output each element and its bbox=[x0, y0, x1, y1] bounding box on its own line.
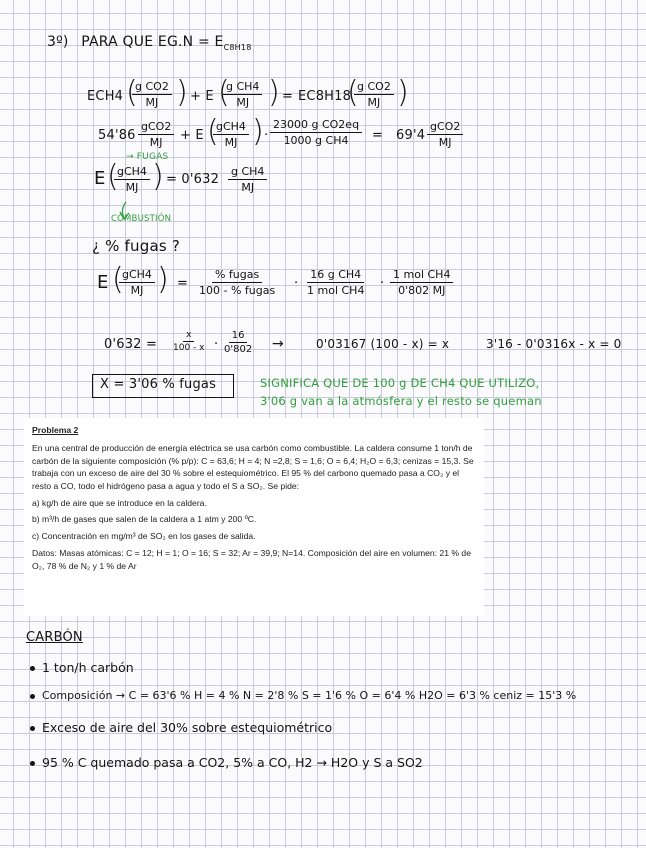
eq4-f4-num: 1 mol CH4 bbox=[390, 268, 453, 283]
eq4-f1-num: gCH4 bbox=[119, 268, 155, 283]
combustion-arrow bbox=[122, 202, 126, 218]
eq3-paren-close: ) bbox=[152, 159, 164, 194]
eq2-f3-den: 1000 g CH4 bbox=[283, 134, 349, 147]
eq1-paren-open-1: ( bbox=[126, 75, 138, 110]
eq1-equals: = bbox=[282, 89, 294, 104]
eq2-f1-num: gCO2 bbox=[138, 120, 174, 135]
heading-text: PARA QUE EG.N = E bbox=[81, 34, 224, 50]
problem-2-item-a: a) kg/h de aire que se introduce en la caldera. bbox=[32, 497, 207, 508]
eq4-equals: = bbox=[177, 276, 189, 291]
eq5-mid: 0'03167 (100 - x) = x bbox=[316, 337, 450, 351]
eq4-f2-den: 100 - % fugas bbox=[199, 284, 276, 297]
problem-2-item-c: c) Concentración en mg/m³ de SO₂ en los gases de salida. bbox=[32, 531, 256, 542]
eq2-dot: · bbox=[264, 128, 269, 143]
green-note-line-2: 3'06 g van a la atmósfera y el resto se queman bbox=[260, 394, 542, 408]
eq5-f2-den: 0'802 bbox=[224, 344, 253, 355]
answer-text: X = 3'06 % fugas bbox=[100, 377, 217, 392]
eq2-plus-e: + E bbox=[180, 128, 204, 143]
eq5-arrow: → bbox=[272, 336, 284, 352]
eq1-f1-den: MJ bbox=[145, 96, 159, 109]
eq2-value: 54'86 bbox=[98, 128, 136, 143]
eq3-equals: = 0'632 bbox=[166, 172, 220, 187]
carbon-title: CARBÓN bbox=[26, 630, 83, 645]
eq5-right: 3'16 - 0'0316x - x = 0 bbox=[486, 337, 622, 351]
eq1-paren-close-2: ) bbox=[268, 75, 280, 110]
eq2-f4-den: MJ bbox=[438, 136, 452, 149]
eq3-e: E bbox=[94, 168, 106, 189]
eq4-paren-close: ) bbox=[157, 262, 169, 297]
eq1-f1-num: g CO2 bbox=[132, 80, 172, 95]
eq1-right-coef: EC8H18 bbox=[298, 89, 352, 104]
eq2-paren-close: ) bbox=[252, 114, 264, 149]
eq1-paren-close-3: ) bbox=[397, 75, 409, 110]
eq2-f2-den: MJ bbox=[224, 136, 238, 149]
eq2-f3-num: 23000 g CO2eq bbox=[270, 118, 362, 133]
eq5-left: 0'632 = bbox=[104, 337, 158, 352]
eq4-f3-num: 16 g CH4 bbox=[307, 268, 364, 283]
eq1-f3-num: g CO2 bbox=[354, 80, 394, 95]
eq3-f2-num: g CH4 bbox=[228, 165, 267, 180]
eq1-left-coef: ECH4 bbox=[87, 89, 124, 104]
eq1-paren-open-3: ( bbox=[347, 75, 359, 110]
eq2-f1-den: MJ bbox=[149, 136, 163, 149]
eq5-f2-num: 16 bbox=[229, 330, 248, 343]
eq2-result: 69'4 bbox=[396, 128, 426, 143]
heading-number: 3º) bbox=[47, 34, 69, 50]
eq1-f2-den: MJ bbox=[236, 96, 250, 109]
problem-2-statement: En una central de producción de energía eléctrica se usa carbón como combustible. La caldera consume 1 ton/h de carbón de la siguiente composición (% p/p): C = 63,6; H = 4; N =2,8; S = 1,6; O = 6,4; H₂O = 6,3; cenizas = 15,3. Se trabaja con un exceso de aire del 30 % sobre el estequiométrico. El 95 % del carbono quemado pasa a CO₂ y el resto a CO, todo el hidrógeno pasa a agua y todo el S a SO₂. Se pide: bbox=[32, 443, 474, 491]
eq5-dot: · bbox=[214, 337, 219, 352]
eq2-f4-num: gCO2 bbox=[427, 120, 463, 135]
eq1-plus-e: + E bbox=[190, 89, 214, 104]
fugas-question: ¿ % fugas ? bbox=[92, 237, 180, 255]
eq1-paren-open-2: ( bbox=[218, 75, 230, 110]
eq3-f2-den: MJ bbox=[241, 181, 255, 194]
eq5-f1-num: x bbox=[183, 330, 194, 342]
combustion-arrow-head bbox=[120, 212, 129, 219]
combustion-note: COMBUSTIÓN bbox=[111, 214, 172, 224]
eq4-f4-den: 0'802 MJ bbox=[398, 284, 446, 297]
problem-2-title: Problema 2 bbox=[32, 425, 79, 435]
heading-subscript: C8H18 bbox=[223, 43, 252, 52]
eq4-f1-den: MJ bbox=[130, 284, 144, 297]
carbon-bullet-4-text: 95 % C quemado pasa a CO2, 5% a CO, H2 → H2O y S a SO2 bbox=[42, 755, 423, 770]
eq2-f2-num: gCH4 bbox=[213, 120, 249, 135]
carbon-bullet-2-text: Composición → C = 63'6 % H = 4 % N = 2'8 % S = 1'6 % O = 6'4 % H2O = 6'3 % ceniz = 15'3 % bbox=[42, 689, 577, 702]
eq3-paren-open: ( bbox=[107, 159, 119, 194]
eq2-equals: = bbox=[372, 128, 384, 143]
eq5-f1-den: 100 - x bbox=[173, 343, 205, 353]
carbon-bullet-1-text: 1 ton/h carbón bbox=[42, 660, 134, 675]
eq2-paren-open: ( bbox=[207, 114, 219, 149]
fugas-note: → FUGAS bbox=[126, 152, 169, 162]
eq1-paren-close-1: ) bbox=[176, 75, 188, 110]
eq4-f2-num: % fugas bbox=[212, 268, 262, 283]
problem-2-item-b: b) m³/h de gases que salen de la caldera a 1 atm y 200 ºC. bbox=[32, 514, 257, 525]
eq1-f3-den: MJ bbox=[367, 96, 381, 109]
eq1-f2-num: g CH4 bbox=[223, 80, 262, 95]
eq4-paren-open: ( bbox=[112, 262, 124, 297]
eq4-e: E bbox=[97, 272, 109, 293]
eq4-f3-den: 1 mol CH4 bbox=[307, 284, 365, 297]
eq4-dot-2: · bbox=[380, 276, 385, 291]
eq3-f1-num: gCH4 bbox=[114, 165, 150, 180]
eq3-f1-den: MJ bbox=[125, 181, 139, 194]
green-note-line-1: SIGNIFICA QUE DE 100 g DE CH4 QUE UTILIZO, bbox=[260, 376, 540, 390]
eq4-dot-1: · bbox=[294, 276, 299, 291]
problem-2-datos: Datos: Masas atómicas: C = 12; H = 1; O = 16; S = 32; Ar = 39,9; N=14. Composición del aire en volumen: 21 % de O₂, 78 % de N₂ y 1 % de Ar bbox=[32, 548, 471, 571]
carbon-bullet-3-text: Exceso de aire del 30% sobre estequiométrico bbox=[42, 720, 333, 735]
